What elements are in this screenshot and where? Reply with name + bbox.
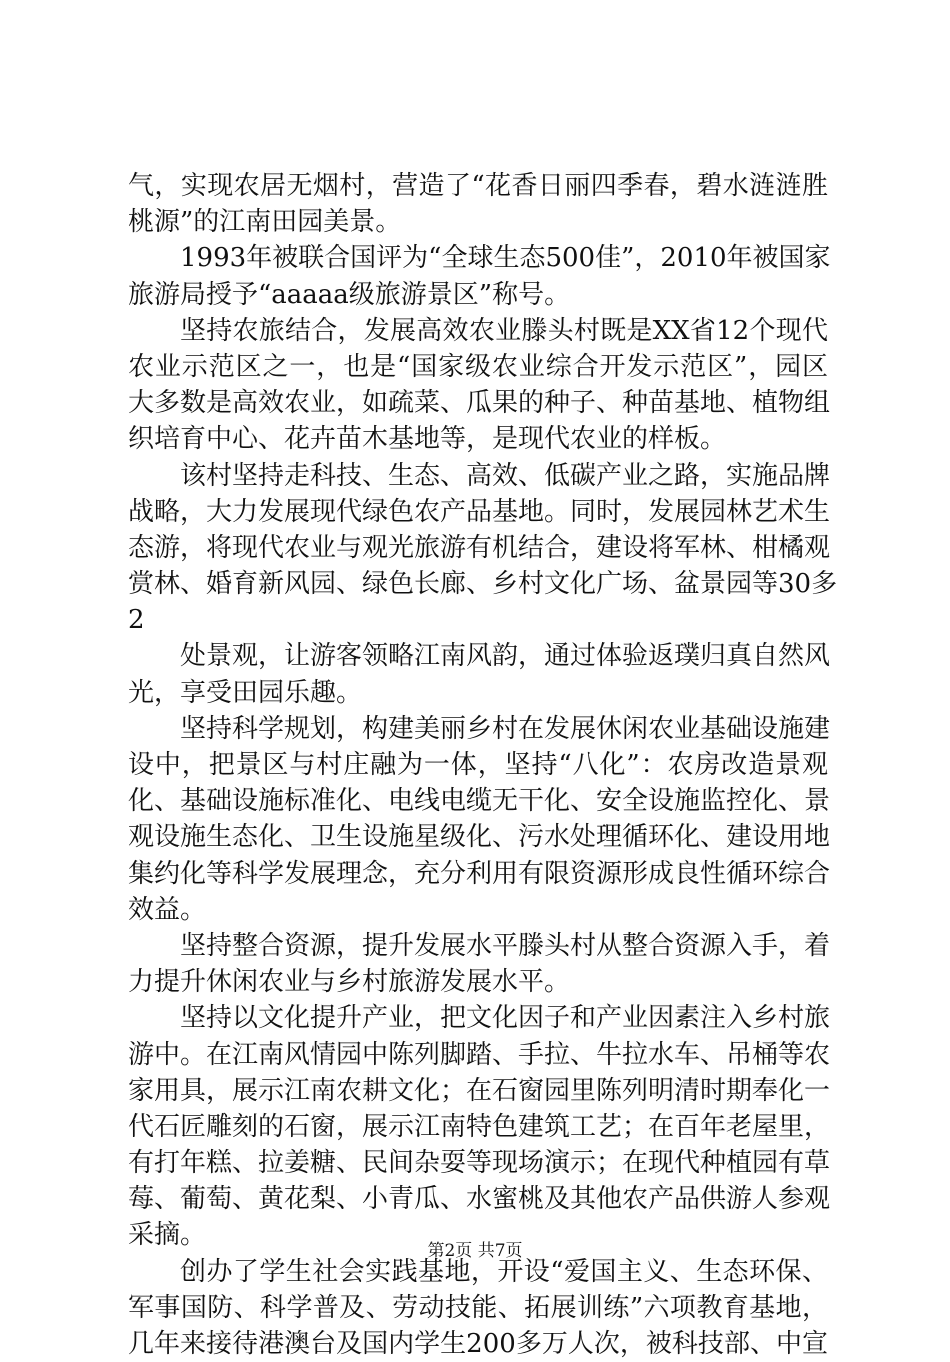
text-line: 家用具，展示江南农耕文化；在石窗园里陈列明清时期奉化一 (128, 1075, 831, 1106)
text-line: 态游，将现代农业与观光旅游有机结合，建设将军林、柑橘观 (128, 532, 831, 563)
text-line: 农业示范区之一，也是“国家级农业综合开发示范区”，园区 (128, 351, 828, 382)
text-line: 莓、葡萄、黄花梨、小青瓜、水蜜桃及其他农产品供游人参观 (128, 1184, 831, 1215)
text-line: 几年来接待港澳台及国内学生200多万人次，被科技部、中宣 (128, 1329, 828, 1359)
text-line: 采摘。 (128, 1220, 207, 1251)
page-number-footer: 第2页 共7页 (427, 1241, 523, 1261)
text-line: 坚持整合资源，提升发展水平滕头村从整合资源入手，着 (180, 930, 831, 961)
text-line: 化、基础设施标准化、电线电缆无干化、安全设施监控化、景 (128, 786, 831, 817)
text-line: 该村坚持走科技、生态、高效、低碳产业之路，实施品牌 (180, 460, 831, 491)
text-line: 处景观，让游客领略江南风韵，通过体验返璞归真自然风 (180, 641, 831, 672)
text-line: 光，享受田园乐趣。 (128, 677, 363, 708)
text-line: 创办了学生社会实践基地，开设“爱国主义、生态环保、 (180, 1256, 828, 1287)
text-line: 旅游局授予“aaaaa级旅游景区”称号。 (128, 279, 571, 310)
text-line: 气，实现农居无烟村，营造了“花香日丽四季春，碧水涟涟胜 (128, 171, 828, 201)
text-line: 代石匠雕刻的石窗，展示江南特色建筑工艺；在百年老屋里， (128, 1111, 831, 1142)
text-line: 坚持以文化提升产业，把文化因子和产业因素注入乡村旅 (180, 1003, 831, 1034)
text-line: 桃源”的江南田园美景。 (128, 207, 402, 238)
text-line: 效益。 (128, 894, 207, 925)
text-line: 赏林、婚育新风园、绿色长廊、乡村文化广场、盆景园等30多 (128, 569, 838, 600)
document-body (128, 168, 838, 1362)
text-line: 织培育中心、花卉苗木基地等，是现代农业的样板。 (128, 424, 727, 455)
text-line: 设中，把景区与村庄融为一体，坚持“八化”：农房改造景观 (128, 750, 828, 780)
text-line: 有打年糕、拉姜糖、民间杂耍等现场演示；在现代种植园有草 (128, 1148, 831, 1179)
text-line: 战略，大力发展现代绿色农产品基地。同时，发展园林艺术生 (128, 496, 831, 527)
text-line: 军事国防、科学普及、劳动技能、拓展训练”六项教育基地， (128, 1292, 828, 1323)
text-line: 1993年被联合国评为“全球生态500佳”，2010年被国家 (180, 243, 831, 274)
text-line: 坚持科学规划，构建美丽乡村在发展休闲农业基础设施建 (180, 713, 831, 744)
text-line: 力提升休闲农业与乡村旅游发展水平。 (128, 967, 571, 998)
text-line: 2 (128, 605, 145, 636)
text-line: 观设施生态化、卫生设施星级化、污水处理循环化、建设用地 (128, 822, 831, 853)
text-line: 游中。在江南风情园中陈列脚踏、手拉、牛拉水车、吊桶等农 (128, 1039, 831, 1070)
text-line: 大多数是高效农业，如疏菜、瓜果的种子、种苗基地、植物组 (128, 388, 831, 419)
text-line: 坚持农旅结合，发展高效农业滕头村既是XX省12个现代 (180, 315, 828, 346)
text-line: 集约化等科学发展理念，充分利用有限资源形成良性循环综合 (128, 858, 831, 889)
